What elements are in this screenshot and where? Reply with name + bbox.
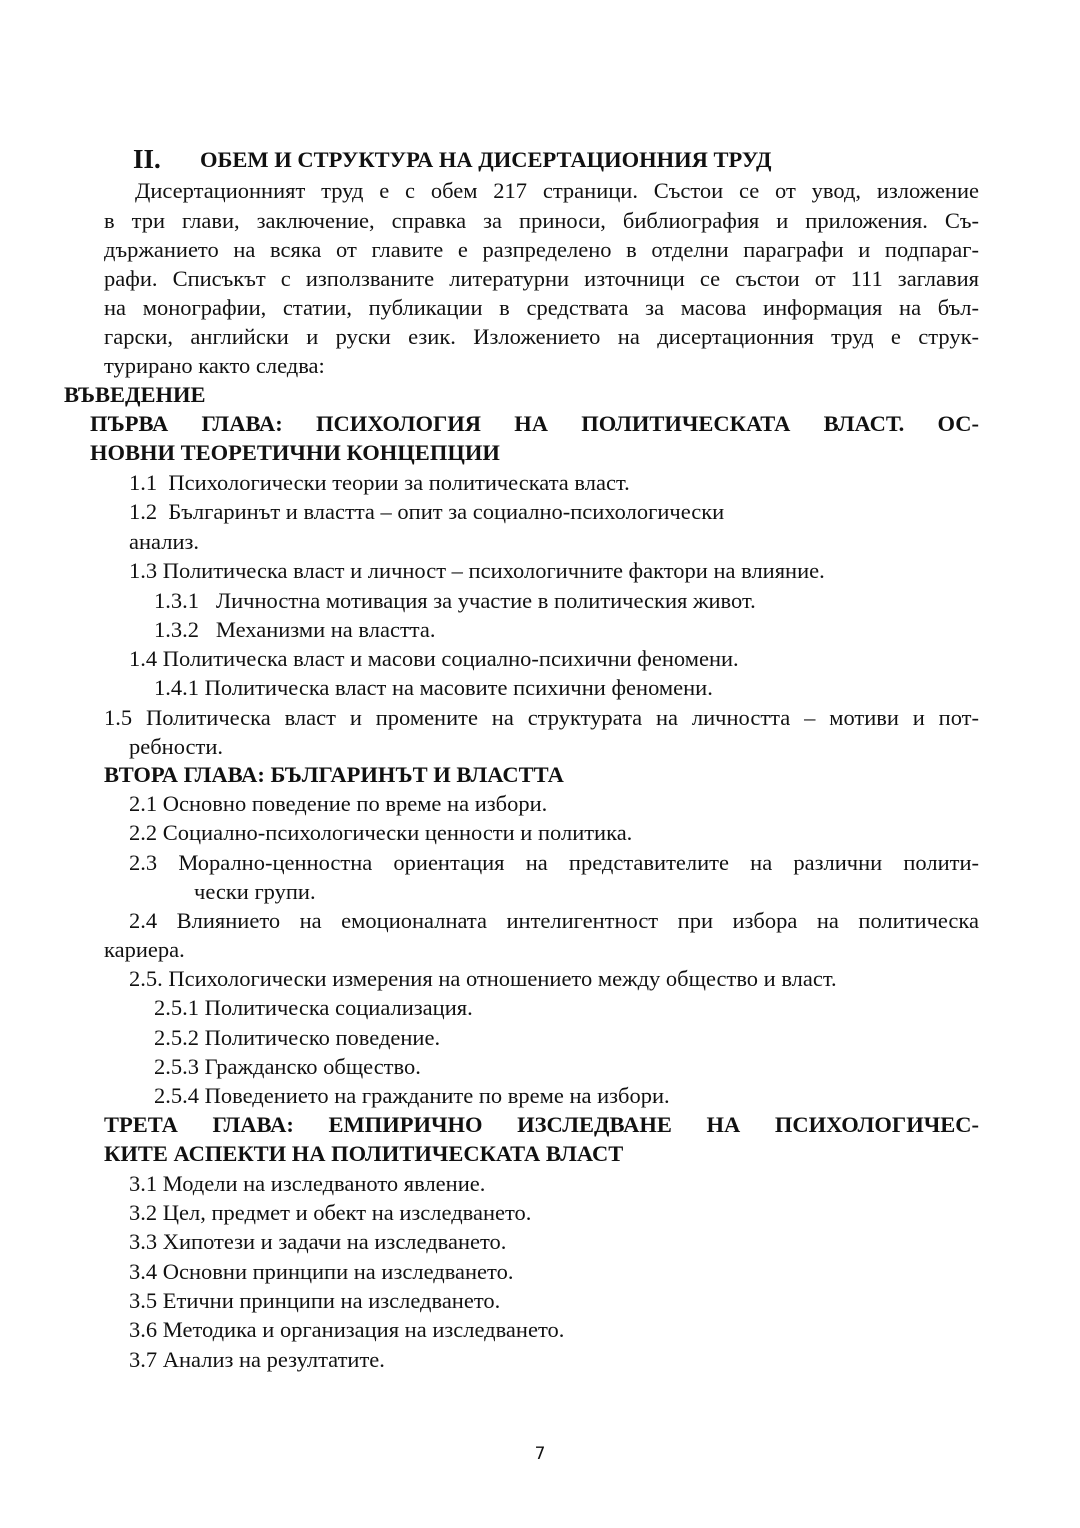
introduction-heading: ВЪВЕДЕНИЕ (64, 382, 206, 407)
toc-item: 1.3.2 Механизми на властта. (154, 617, 436, 642)
toc-item: 2.5.3 Гражданско общество. (154, 1054, 421, 1079)
page-number: 7 (534, 1444, 546, 1464)
intro-line: турирано както следва: (104, 353, 325, 378)
intro-line: в три глави, заключение, справка за приноси, библиография и приложения. Съ- (104, 208, 979, 233)
toc-item: 1.3 Политическа власт и личност – психологичните фактори на влияние. (129, 558, 825, 583)
toc-item: кариера. (104, 937, 185, 962)
chapter-heading: ТРЕТА ГЛАВА: ЕМПИРИЧНО ИЗСЛЕДВАНЕ НА ПСИХОЛОГИЧЕС- (104, 1112, 979, 1137)
toc-item: 1.4.1 Политическа власт на масовите психични феномени. (154, 675, 713, 700)
toc-item: 3.6 Методика и организация на изследването. (129, 1317, 565, 1342)
intro-line: Дисертационният труд е с обем 217 страници. Състои се от увод, изложение (135, 178, 979, 203)
toc-item: 2.5. Психологически измерения на отношението между общество и власт. (129, 966, 837, 991)
toc-item: 2.2 Социално-психологически ценности и политика. (129, 820, 633, 845)
chapter-heading: ВТОРА ГЛАВА: БЪЛГАРИНЪТ И ВЛАСТТА (104, 762, 564, 787)
toc-item: 1.1 Психологически теории за политическата власт. (129, 470, 630, 495)
chapter-heading: ПЪРВА ГЛАВА: ПСИХОЛОГИЯ НА ПОЛИТИЧЕСКАТА ВЛАСТ. ОС- (90, 411, 979, 436)
intro-line: рафи. Списъкът с използваните литературни източници се състои от 111 заглавия (104, 266, 979, 291)
toc-item: анализ. (129, 529, 199, 554)
toc-item: 2.3 Морално-ценностна ориентация на представителите на различни полити- (129, 850, 979, 875)
toc-item: 3.5 Етични принципи на изследването. (129, 1288, 501, 1313)
toc-item: 3.7 Анализ на резултатите. (129, 1347, 385, 1372)
toc-item: 1.3.1 Личностна мотивация за участие в политическия живот. (154, 588, 756, 613)
toc-item: ребности. (129, 734, 224, 759)
intro-line: държанието на всяка от главите е разпределено в отделни параграфи и подпараг- (104, 237, 979, 262)
toc-item: 2.5.4 Поведението на гражданите по време на избори. (154, 1083, 670, 1108)
toc-item: 3.1 Модели на изследваното явление. (129, 1171, 486, 1196)
toc-item: 1.2 Българинът и властта – опит за социално-психологически (129, 499, 725, 524)
section-number: II. (133, 144, 161, 174)
toc-item: 2.1 Основно поведение по време на избори. (129, 791, 548, 816)
toc-item: 3.3 Хипотези и задачи на изследването. (129, 1229, 507, 1254)
chapter-heading: НОВНИ ТЕОРЕТИЧНИ КОНЦЕПЦИИ (90, 440, 500, 465)
toc-item: 2.5.1 Политическа социализация. (154, 995, 473, 1020)
intro-line: гарски, английски и руски език. Изложението на дисертационния труд е струк- (104, 324, 979, 349)
chapter-heading: КИТЕ АСПЕКТИ НА ПОЛИТИЧЕСКАТА ВЛАСТ (104, 1141, 624, 1166)
toc-item: 2.5.2 Политическо поведение. (154, 1025, 441, 1050)
section-title: ОБЕМ И СТРУКТУРА НА ДИСЕРТАЦИОННИЯ ТРУД (200, 147, 772, 172)
toc-item: 2.4 Влиянието на емоционалната интелигентност при избора на политическа (129, 908, 979, 933)
intro-line: на монографии, статии, публикации в средствата за масова информация на бъл- (104, 295, 979, 320)
toc-item: 3.2 Цел, предмет и обект на изследването. (129, 1200, 532, 1225)
toc-item: 3.4 Основни принципи на изследването. (129, 1259, 514, 1284)
toc-item: 1.5 Политическа власт и промените на структурата на личността – мотиви и пот- (104, 705, 979, 730)
toc-item: 1.4 Политическа власт и масови социално-психични феномени. (129, 646, 739, 671)
toc-item: чески групи. (194, 879, 316, 904)
